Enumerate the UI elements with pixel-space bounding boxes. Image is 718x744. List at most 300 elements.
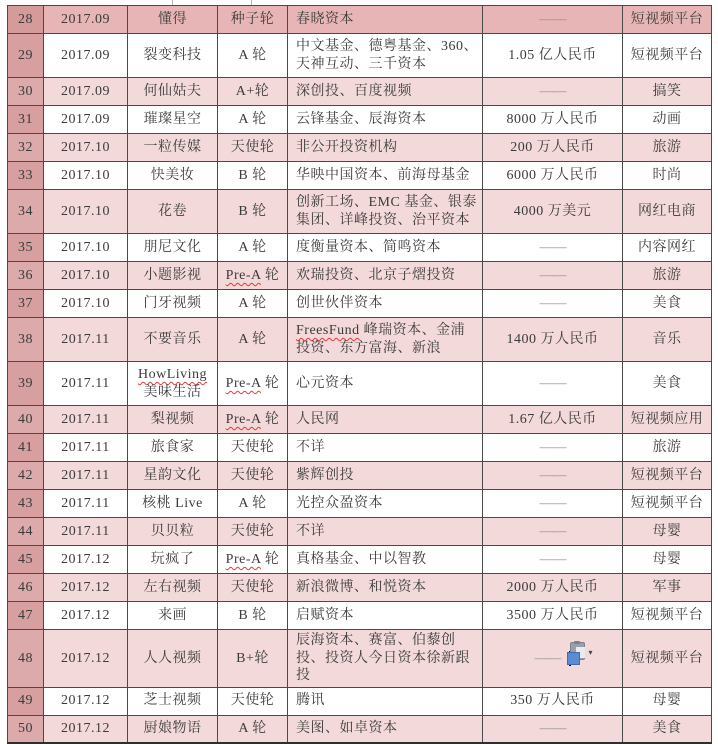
cell-amount[interactable]	[483, 602, 623, 630]
spellcheck-flagged-word: Pre-A	[225, 551, 261, 567]
amount-text: 6000 万人民币	[506, 167, 599, 183]
table-row	[8, 490, 712, 518]
company-text: 不要音乐	[143, 331, 202, 347]
cell-category[interactable]	[623, 715, 712, 743]
cell-investors[interactable]	[288, 574, 483, 602]
cell-category[interactable]	[623, 687, 712, 715]
cell-investors[interactable]	[288, 290, 483, 318]
cell-amount[interactable]	[483, 490, 623, 518]
cell-no[interactable]	[8, 518, 44, 546]
cell-amount[interactable]	[483, 546, 623, 574]
cell-amount[interactable]	[483, 162, 623, 190]
cell-investors[interactable]	[288, 6, 483, 34]
round-text: A 轮	[238, 495, 267, 511]
round-text: B 轮	[238, 203, 267, 219]
cell-category[interactable]	[623, 234, 712, 262]
round-text: B 轮	[238, 607, 267, 623]
cell-date[interactable]	[44, 434, 128, 462]
cell-date[interactable]	[44, 546, 128, 574]
date-text: 2017.10	[61, 295, 110, 311]
cell-investors[interactable]	[288, 490, 483, 518]
company-text: 玩疯了	[150, 551, 195, 567]
cell-category[interactable]	[623, 630, 712, 688]
round-text: 轮	[260, 411, 280, 427]
date-text: 2017.09	[61, 83, 110, 99]
cell-amount[interactable]	[483, 106, 623, 134]
no-text: 38	[18, 331, 33, 347]
amount-text: ——	[539, 495, 566, 511]
cell-round[interactable]	[218, 318, 288, 362]
cell-round[interactable]	[218, 290, 288, 318]
amount-text: 1.05 亿人民币	[508, 47, 597, 63]
cell-date[interactable]	[44, 362, 128, 406]
investors-text: 中文基金、德粤基金、360、天神互动、三千资本	[296, 39, 478, 72]
cell-investors[interactable]	[288, 462, 483, 490]
cell-round[interactable]	[218, 687, 288, 715]
investors-text: 创世伙伴资本	[296, 295, 383, 311]
cell-category[interactable]	[623, 546, 712, 574]
no-text: 31	[18, 111, 33, 127]
round-text: A 轮	[238, 239, 267, 255]
cell-no[interactable]	[8, 406, 44, 434]
investors-text: 不详	[296, 439, 325, 455]
cell-investors[interactable]	[288, 262, 483, 290]
cell-round[interactable]	[218, 715, 288, 743]
date-text: 2017.10	[61, 139, 110, 155]
cell-date[interactable]	[44, 162, 128, 190]
cell-investors[interactable]	[288, 190, 483, 234]
no-text: 42	[18, 467, 33, 483]
cell-no[interactable]	[8, 262, 44, 290]
cell-category[interactable]	[623, 106, 712, 134]
cell-amount[interactable]	[483, 318, 623, 362]
cell-investors[interactable]	[288, 715, 483, 743]
cell-date[interactable]	[44, 6, 128, 34]
cell-round[interactable]	[218, 462, 288, 490]
cell-no[interactable]	[8, 490, 44, 518]
company-text: 何仙姑夫	[143, 83, 202, 99]
cell-investors[interactable]	[288, 234, 483, 262]
category-text: 短视频平台	[630, 495, 704, 511]
cell-investors[interactable]	[288, 406, 483, 434]
cell-no[interactable]	[8, 290, 44, 318]
cell-no[interactable]	[8, 318, 44, 362]
cell-company[interactable]	[128, 630, 218, 688]
round-text: B+轮	[236, 650, 269, 666]
cell-no[interactable]	[8, 162, 44, 190]
cell-date[interactable]	[44, 78, 128, 106]
cell-no[interactable]	[8, 462, 44, 490]
no-text: 29	[18, 47, 33, 63]
cell-investors[interactable]	[288, 362, 483, 406]
amount-text: ——	[539, 295, 566, 311]
spellcheck-flagged-word: Pre-A	[225, 267, 261, 283]
cell-company[interactable]	[128, 687, 218, 715]
cell-round[interactable]	[218, 78, 288, 106]
cell-category[interactable]	[623, 162, 712, 190]
cell-round[interactable]	[218, 602, 288, 630]
table-row	[8, 630, 712, 688]
cell-company[interactable]	[128, 518, 218, 546]
cell-round[interactable]	[218, 106, 288, 134]
investors-text: 启赋资本	[296, 607, 354, 623]
no-text: 43	[18, 495, 33, 511]
table-row	[8, 190, 712, 234]
cell-date[interactable]	[44, 106, 128, 134]
amount-text: ——	[539, 267, 566, 283]
category-text: 搞笑	[652, 83, 682, 99]
cell-category[interactable]	[623, 602, 712, 630]
cell-investors[interactable]	[288, 602, 483, 630]
cell-date[interactable]	[44, 602, 128, 630]
cell-company[interactable]	[128, 574, 218, 602]
cell-company[interactable]	[128, 190, 218, 234]
cell-category[interactable]	[623, 490, 712, 518]
company-text: 贝贝粒	[150, 523, 195, 539]
company-text: 裂变科技	[143, 47, 202, 63]
paste-icon-blue-square	[567, 652, 580, 665]
round-text: A 轮	[238, 721, 267, 736]
cell-amount[interactable]	[483, 630, 623, 688]
date-text: 2017.11	[61, 495, 110, 511]
category-text: 动画	[652, 111, 682, 127]
cell-company[interactable]	[128, 434, 218, 462]
no-text: 44	[18, 523, 33, 539]
date-text: 2017.11	[61, 375, 110, 391]
amount-text: ——	[539, 721, 566, 736]
amount-text: ——	[539, 239, 566, 255]
table-row	[8, 78, 712, 106]
spellcheck-flagged-word: Pre-A	[225, 375, 261, 391]
category-text: 短视频平台	[630, 607, 704, 623]
amount-text: 200 万人民币	[510, 139, 595, 155]
no-text: 40	[18, 411, 33, 427]
category-text: 美食	[652, 375, 682, 391]
company-text: 核桃 Live	[142, 495, 203, 511]
category-text: 母婴	[652, 693, 682, 709]
cell-category[interactable]	[623, 434, 712, 462]
date-text: 2017.11	[61, 523, 110, 539]
round-text: A+轮	[235, 83, 270, 99]
round-text: 天使轮	[230, 523, 275, 539]
table-row	[8, 687, 712, 715]
company-text: 璀璨星空	[143, 111, 202, 127]
cell-investors[interactable]	[288, 106, 483, 134]
cell-round[interactable]	[218, 406, 288, 434]
cell-category[interactable]	[623, 190, 712, 234]
no-text: 48	[18, 650, 33, 666]
cell-investors[interactable]	[288, 518, 483, 546]
cell-round[interactable]	[218, 518, 288, 546]
cell-no[interactable]	[8, 106, 44, 134]
cell-date[interactable]	[44, 234, 128, 262]
cell-amount[interactable]	[483, 687, 623, 715]
table-row	[8, 518, 712, 546]
cell-date[interactable]	[44, 190, 128, 234]
cell-company[interactable]	[128, 106, 218, 134]
round-text: A 轮	[238, 331, 267, 347]
cell-category[interactable]	[623, 318, 712, 362]
cell-round[interactable]	[218, 134, 288, 162]
cell-investors[interactable]	[288, 434, 483, 462]
cell-round[interactable]	[218, 190, 288, 234]
amount-text: ——	[539, 375, 566, 391]
funding-table	[7, 5, 712, 744]
table-row	[8, 715, 712, 743]
investors-text: 云锋基金、辰海资本	[296, 111, 427, 127]
cell-amount[interactable]	[483, 234, 623, 262]
no-text: 28	[18, 11, 33, 27]
cell-company[interactable]	[128, 362, 218, 406]
cell-company[interactable]	[128, 134, 218, 162]
date-text: 2017.10	[61, 167, 110, 183]
no-text: 45	[18, 551, 33, 567]
company-text: 梨视频	[150, 411, 195, 427]
spellcheck-flagged-word: HowLiving	[137, 367, 208, 382]
cell-amount[interactable]	[483, 518, 623, 546]
amount-text: 1.67 亿人民币	[508, 411, 597, 427]
company-text: 快美妆	[150, 167, 195, 183]
cell-company[interactable]	[128, 34, 218, 78]
cell-date[interactable]	[44, 262, 128, 290]
funding-table-body	[8, 6, 712, 744]
investors-text: 心元资本	[296, 375, 354, 391]
cell-amount[interactable]	[483, 134, 623, 162]
cell-date[interactable]	[44, 687, 128, 715]
company-text: 来画	[158, 607, 187, 623]
cell-round[interactable]	[218, 262, 288, 290]
cell-investors[interactable]	[288, 630, 483, 688]
cell-company[interactable]	[128, 462, 218, 490]
cell-amount[interactable]	[483, 574, 623, 602]
cell-amount[interactable]	[483, 715, 623, 743]
no-text: 32	[18, 139, 33, 155]
date-text: 2017.10	[61, 239, 110, 255]
cell-company[interactable]	[128, 290, 218, 318]
table-row	[8, 546, 712, 574]
cell-company[interactable]	[128, 6, 218, 34]
cell-category[interactable]	[623, 6, 712, 34]
cell-company[interactable]	[128, 318, 218, 362]
no-text: 49	[18, 693, 33, 709]
cell-amount[interactable]	[483, 190, 623, 234]
cell-no[interactable]	[8, 687, 44, 715]
cell-no[interactable]	[8, 715, 44, 743]
category-text: 母婴	[652, 523, 682, 539]
date-text: 2017.09	[61, 47, 110, 63]
investors-text: 华映中国资本、前海母基金	[296, 167, 470, 183]
table-row	[8, 462, 712, 490]
investors-text: 真格基金、中以智教	[296, 551, 427, 567]
date-text: 2017.12	[61, 721, 110, 736]
company-text: 小题影视	[143, 267, 202, 283]
table-row	[8, 234, 712, 262]
cell-no[interactable]	[8, 630, 44, 688]
cell-category[interactable]	[623, 406, 712, 434]
cell-date[interactable]	[44, 406, 128, 434]
cell-date[interactable]	[44, 318, 128, 362]
category-text: 内容网红	[638, 239, 696, 255]
cell-round[interactable]	[218, 6, 288, 34]
cell-round[interactable]	[218, 546, 288, 574]
cell-date[interactable]	[44, 34, 128, 78]
cell-date[interactable]	[44, 290, 128, 318]
cell-no[interactable]	[8, 602, 44, 630]
table-row	[8, 262, 712, 290]
cell-round[interactable]	[218, 362, 288, 406]
cell-date[interactable]	[44, 518, 128, 546]
cell-company[interactable]	[128, 602, 218, 630]
investors-text: 峰瑞资本、金浦投资、东方富海、新浪	[296, 323, 466, 356]
cell-no[interactable]	[8, 78, 44, 106]
round-text: 轮	[260, 551, 280, 567]
investors-text: 度衡量资本、简鸣资本	[296, 239, 441, 255]
category-text: 美食	[652, 295, 682, 311]
category-text: 旅游	[652, 267, 682, 283]
investors-text: 创新工场、EMC 基金、银泰集团、详峰投资、治平资本	[296, 195, 477, 228]
cell-date[interactable]	[44, 490, 128, 518]
table-row	[8, 290, 712, 318]
date-text: 2017.12	[61, 551, 110, 567]
table-row	[8, 406, 712, 434]
cell-round[interactable]	[218, 434, 288, 462]
cell-round[interactable]	[218, 630, 288, 688]
cell-date[interactable]	[44, 134, 128, 162]
investors-text: 深创投、百度视频	[296, 83, 412, 99]
round-text: B 轮	[238, 167, 267, 183]
category-text: 短视频平台	[630, 47, 704, 63]
round-text: 天使轮	[230, 467, 275, 483]
company-text: 朋尼文化	[143, 239, 202, 255]
cell-category[interactable]	[623, 462, 712, 490]
cell-no[interactable]	[8, 546, 44, 574]
cell-company[interactable]	[128, 234, 218, 262]
cell-round[interactable]	[218, 34, 288, 78]
cell-company[interactable]	[128, 262, 218, 290]
no-text: 41	[18, 439, 33, 455]
cell-company[interactable]	[128, 78, 218, 106]
date-text: 2017.11	[61, 411, 110, 427]
cell-company[interactable]	[128, 162, 218, 190]
cell-amount[interactable]	[483, 262, 623, 290]
cell-company[interactable]	[128, 490, 218, 518]
cell-investors[interactable]	[288, 546, 483, 574]
cell-amount[interactable]	[483, 34, 623, 78]
company-text: 旅食家	[150, 439, 195, 455]
cell-round[interactable]	[218, 162, 288, 190]
date-text: 2017.09	[61, 11, 110, 27]
cell-investors[interactable]	[288, 78, 483, 106]
table-row	[8, 318, 712, 362]
table-row	[8, 134, 712, 162]
investors-text: 春晓资本	[296, 11, 354, 27]
table-row	[8, 34, 712, 78]
cell-category[interactable]	[623, 518, 712, 546]
cell-company[interactable]	[128, 406, 218, 434]
cell-date[interactable]	[44, 462, 128, 490]
round-text: 天使轮	[230, 693, 275, 709]
table-row	[8, 574, 712, 602]
date-text: 2017.11	[61, 439, 110, 455]
round-text: 轮	[260, 267, 280, 283]
cell-investors[interactable]	[288, 687, 483, 715]
category-text: 军事	[652, 579, 682, 595]
no-text: 37	[18, 295, 33, 311]
cell-amount[interactable]	[483, 362, 623, 406]
investors-text: 新浪微博、和悦资本	[296, 579, 427, 595]
cell-investors[interactable]	[288, 34, 483, 78]
company-text: 芝士视频	[143, 693, 202, 709]
cell-round[interactable]	[218, 490, 288, 518]
cell-no[interactable]	[8, 134, 44, 162]
cell-date[interactable]	[44, 715, 128, 743]
table-row	[8, 434, 712, 462]
cell-category[interactable]	[623, 78, 712, 106]
cell-amount[interactable]	[483, 462, 623, 490]
company-text: 人人视频	[143, 650, 202, 666]
paste-options-button[interactable]	[567, 642, 593, 668]
cell-amount[interactable]	[483, 406, 623, 434]
amount-text: 4000 万美元	[513, 203, 592, 219]
cell-round[interactable]	[218, 234, 288, 262]
no-text: 46	[18, 579, 33, 595]
investors-text: 欢瑞投资、北京子熠投资	[296, 267, 456, 283]
cell-company[interactable]	[128, 546, 218, 574]
category-text: 短视频平台	[630, 11, 704, 27]
cell-company[interactable]	[128, 715, 218, 743]
cell-round[interactable]	[218, 574, 288, 602]
cell-no[interactable]	[8, 6, 44, 34]
cell-amount[interactable]	[483, 78, 623, 106]
category-text: 网红电商	[638, 203, 696, 219]
cell-no[interactable]	[8, 574, 44, 602]
date-text: 2017.09	[61, 111, 110, 127]
cell-date[interactable]	[44, 574, 128, 602]
cell-category[interactable]	[623, 262, 712, 290]
cell-no[interactable]	[8, 234, 44, 262]
cell-category[interactable]	[623, 574, 712, 602]
cell-no[interactable]	[8, 362, 44, 406]
table-row	[8, 106, 712, 134]
cell-category[interactable]	[623, 134, 712, 162]
company-text: 美味生活	[143, 384, 202, 400]
amount-text: ——	[539, 467, 566, 483]
cell-no[interactable]	[8, 34, 44, 78]
spellcheck-flagged-word: Pre-A	[225, 411, 261, 427]
date-text: 2017.10	[61, 203, 110, 219]
cell-no[interactable]	[8, 190, 44, 234]
cell-investors[interactable]	[288, 134, 483, 162]
cell-investors[interactable]	[288, 318, 483, 362]
cell-category[interactable]	[623, 362, 712, 406]
round-text: 种子轮	[230, 11, 275, 27]
cell-amount[interactable]	[483, 290, 623, 318]
cell-category[interactable]	[623, 290, 712, 318]
spellcheck-flagged-word: FreesFund	[296, 323, 360, 338]
investors-text: 光控众盈资本	[296, 495, 383, 511]
cell-no[interactable]	[8, 434, 44, 462]
cell-investors[interactable]	[288, 162, 483, 190]
investors-text: 非公开投资机构	[296, 139, 398, 155]
amount-text: ——	[539, 523, 566, 539]
cell-amount[interactable]	[483, 6, 623, 34]
cell-amount[interactable]	[483, 434, 623, 462]
category-text: 旅游	[652, 139, 682, 155]
table-row	[8, 362, 712, 406]
cell-category[interactable]	[623, 34, 712, 78]
round-text: 天使轮	[230, 579, 275, 595]
cell-date[interactable]	[44, 630, 128, 688]
